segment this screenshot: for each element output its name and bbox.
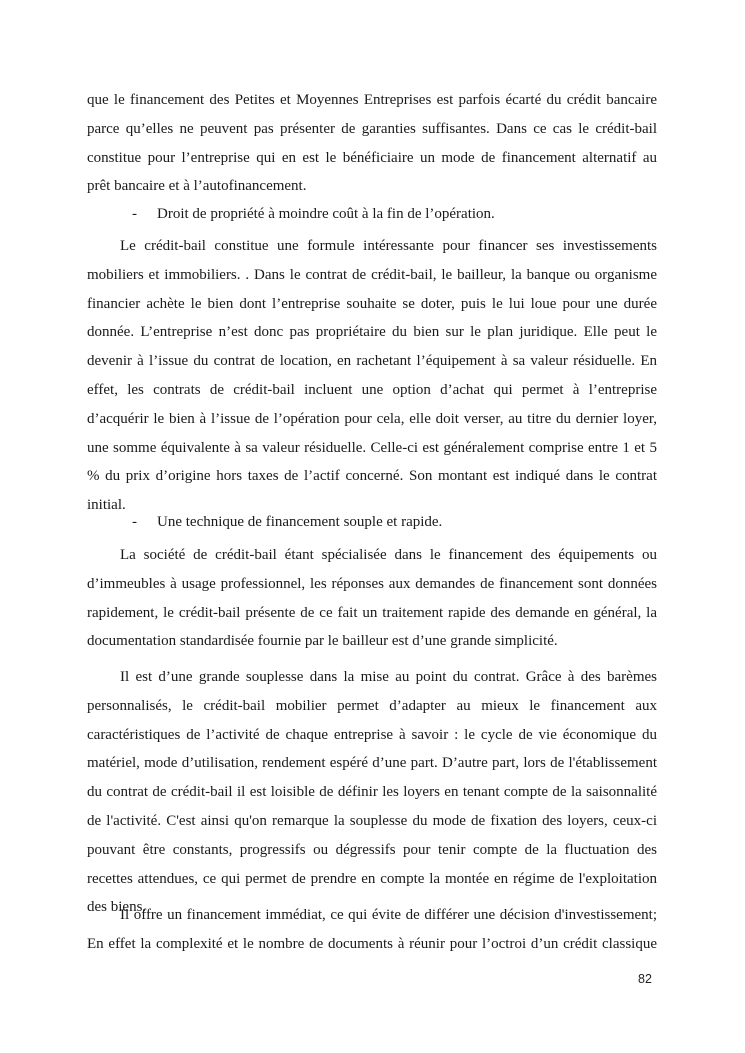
paragraph-line: donnée. L’entreprise n’est donc pas propriétaire du bien sur le plan juridique. Elle peut le xyxy=(87,324,657,341)
paragraph-line: documentation standardisée fournie par le bailleur est d’une grande simplicité. xyxy=(87,633,558,650)
paragraph-line: que le financement des Petites et Moyennes Entreprises est parfois écarté du crédit bancaire xyxy=(87,92,657,108)
paragraph-line: du contrat de crédit-bail il est loisible de définir les loyers en tenant compte de la saisonnalité xyxy=(87,784,657,801)
bullet-text: Droit de propriété à moindre coût à la fin de l’opération. xyxy=(157,206,495,222)
page-number: 82 xyxy=(638,972,652,986)
paragraph-line: pouvant être constants, progressifs ou dégressifs pour tenir compte de la fluctuation des xyxy=(87,841,657,858)
paragraph-line: Il offre un financement immédiat, ce qui évite de différer une décision d'investissement; xyxy=(120,907,657,923)
paragraph-line: Le crédit-bail constitue une formule intéressante pour financer ses investissements xyxy=(120,238,657,254)
paragraph xyxy=(87,663,657,922)
paragraph-line: La société de crédit-bail étant spécialisée dans le financement des équipements ou xyxy=(120,547,657,563)
paragraph-line: % du prix d’origine hors taxes de l’actif concerné. Son montant est indiqué dans le contrat xyxy=(87,468,657,485)
paragraph-line: devenir à l’issue du contrat de location, en rachetant l’équipement à sa valeur résiduelle. En xyxy=(87,353,657,370)
paragraph xyxy=(87,901,657,959)
paragraph xyxy=(87,232,657,520)
paragraph-line: En effet la complexité et le nombre de documents à réunir pour l’octroi d’un crédit classique xyxy=(87,935,657,952)
paragraph xyxy=(87,541,657,656)
paragraph-line: personnalisés, le crédit-bail mobilier permet d’adapter au mieux le financement aux xyxy=(87,697,657,714)
paragraph-line: prêt bancaire et à l’autofinancement. xyxy=(87,178,307,195)
paragraph-line: effet, les contrats de crédit-bail incluent une option d’achat qui permet à l’entreprise xyxy=(87,381,657,398)
paragraph-line: rapidement, le crédit-bail présente de ce fait un traitement rapide des demande en général, la xyxy=(87,604,657,621)
bullet-dash: - xyxy=(132,206,137,222)
paragraph-line: initial. xyxy=(87,497,126,514)
paragraph-line: parce qu’elles ne peuvent pas présenter de garanties suffisantes. Dans ce cas le crédit-bail xyxy=(87,120,657,137)
paragraph-line: une somme équivalente à sa valeur résiduelle. Celle-ci est généralement comprise entre 1 et 5 xyxy=(87,439,657,456)
paragraph-line: de l'activité. C'est ainsi qu'on remarque la souplesse du mode de fixation des loyers, ceux-ci xyxy=(87,812,657,829)
paragraph-line: matériel, mode d’utilisation, rendement espéré d’une part. D’autre part, lors de l'établissement xyxy=(87,755,657,772)
bullet-dash: - xyxy=(132,514,137,530)
paragraph-line: des biens. xyxy=(87,899,147,916)
paragraph-line: constitue pour l’entreprise qui en est le bénéficiaire un mode de financement alternatif au xyxy=(87,149,657,166)
paragraph-line: caractéristiques de l’activité de chaque entreprise à savoir : le cycle de vie économique du xyxy=(87,726,657,743)
bullet-text: Une technique de financement souple et rapide. xyxy=(157,514,443,530)
paragraph-line: Il est d’une grande souplesse dans la mise au point du contrat. Grâce à des barèmes xyxy=(120,669,657,685)
paragraph-line: financier achète le bien dont l’entreprise souhaite se doter, puis le lui loue pour une durée xyxy=(87,295,657,312)
paragraph-line: d’acquérir le bien à l’issue de l’opération pour cela, elle doit verser, au titre du dernier loyer, xyxy=(87,410,657,427)
paragraph xyxy=(87,86,657,201)
paragraph-line: recettes attendues, ce qui permet de prendre en compte la montée en régime de l'exploitation xyxy=(87,870,657,887)
paragraph-line: mobiliers et immobiliers. . Dans le contrat de crédit-bail, le bailleur, la banque ou organisme xyxy=(87,266,657,283)
paragraph-line: d’immeubles à usage professionnel, les réponses aux demandes de financement sont données xyxy=(87,575,657,592)
